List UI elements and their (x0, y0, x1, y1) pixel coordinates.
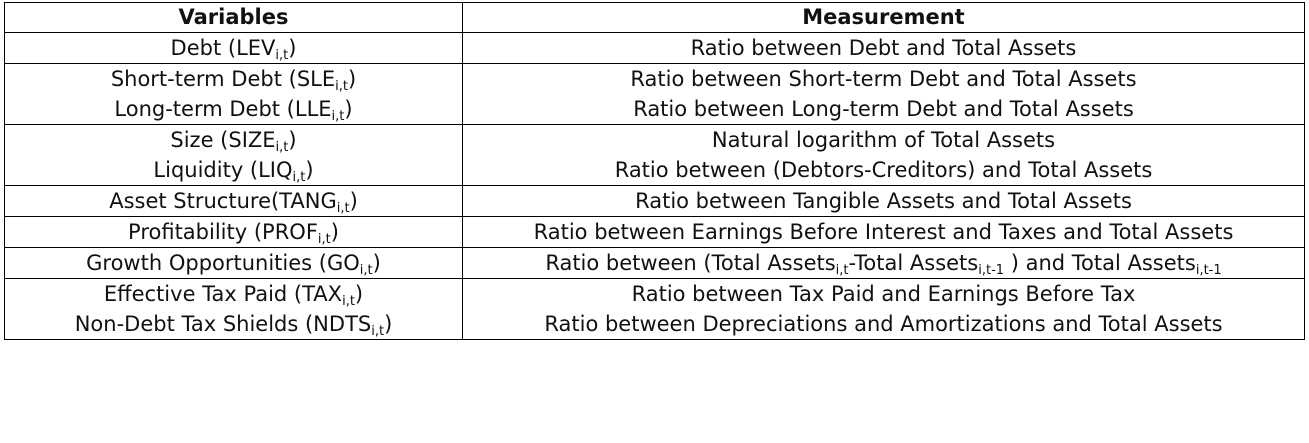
measurement-text: Ratio between Short-term Debt and Total Assets (630, 67, 1137, 91)
variable-cell (5, 64, 463, 125)
variable-subscript: i,t (336, 201, 350, 216)
variable-cell (5, 186, 463, 217)
variable-label: Debt (LEV (170, 36, 276, 60)
variable-cell (5, 248, 463, 279)
variable-label: Size (SIZE (170, 128, 276, 152)
variable-cell (5, 33, 463, 64)
measurement-text: Ratio between Debt and Total Assets (690, 36, 1077, 60)
variable-closing: ) (384, 312, 393, 336)
variable-subscript: i,t (371, 324, 385, 339)
variable-label: Liquidity (LIQ (153, 158, 293, 182)
variable-closing: ) (372, 251, 381, 275)
measurement-text (469, 248, 1298, 278)
measurement-cell (463, 279, 1305, 340)
variable-name (11, 125, 456, 155)
variable-label: Non-Debt Tax Shields (NDTS (74, 312, 372, 336)
variable-name (11, 217, 456, 247)
measurement-cell (463, 217, 1305, 248)
variable-closing: ) (330, 220, 339, 244)
variable-name (11, 94, 456, 124)
variable-subscript: i,t (275, 140, 289, 155)
variable-label: Asset Structure(TANG (109, 189, 337, 213)
variable-cell (5, 125, 463, 186)
table-body (5, 33, 1305, 340)
variable-closing: ) (349, 189, 358, 213)
measurement-cell (463, 64, 1305, 125)
variable-closing: ) (347, 67, 357, 91)
measurement-text: Ratio between (Debtors-Creditors) and Total Assets (614, 158, 1153, 182)
measurement-text: Ratio between Tax Paid and Earnings Before Tax (631, 282, 1136, 306)
measurement-text: Ratio between Long-term Debt and Total Assets (633, 97, 1134, 121)
variable-label: Short-term Debt (SLE (110, 67, 336, 91)
variable-closing: ) (288, 128, 297, 152)
measurement-cell (463, 186, 1305, 217)
variable-subscript: i,t (335, 79, 348, 94)
variable-name (11, 33, 456, 63)
variable-subscript: i,t (342, 294, 355, 309)
variable-name (11, 248, 456, 278)
variable-label: Growth Opportunities (GO (86, 251, 360, 275)
variable-label: Effective Tax Paid (TAX (103, 282, 343, 306)
variable-label: Profitability (PROF (128, 220, 318, 244)
table-row (5, 248, 1305, 279)
variable-closing: ) (354, 282, 364, 306)
table-row (5, 64, 1305, 125)
variable-cell (5, 217, 463, 248)
table-row (5, 125, 1305, 186)
measurement-fragment: -Total Assets (848, 251, 979, 275)
variable-cell (5, 279, 463, 340)
table-row (5, 279, 1305, 340)
measurement-cell (463, 33, 1305, 64)
measurement-text: Ratio between Depreciations and Amortizations and Total Assets (544, 312, 1223, 336)
table-row (5, 217, 1305, 248)
measurement-text: Natural logarithm of Total Assets (711, 128, 1056, 152)
variable-closing: ) (305, 158, 314, 182)
table-row (5, 33, 1305, 64)
measurement-text: Ratio between Tangible Assets and Total Assets (635, 189, 1132, 213)
variable-name (11, 64, 456, 94)
variable-name (11, 186, 456, 216)
measurement-subscript: i,t-1 (978, 263, 1005, 278)
header-row (5, 3, 1305, 33)
measurement-subscript: i,t-1 (1195, 263, 1222, 278)
variable-subscript: i,t (331, 109, 345, 124)
variable-subscript: i,t (359, 263, 373, 278)
table-row (5, 186, 1305, 217)
variable-name (11, 309, 456, 339)
measurement-fragment: Ratio between (Total Assets (545, 251, 836, 275)
variable-closing: ) (288, 36, 297, 60)
variable-label: Long-term Debt (LLE (114, 97, 332, 121)
measurement-cell (463, 125, 1305, 186)
variable-subscript: i,t (275, 48, 289, 63)
measurement-cell (463, 248, 1305, 279)
variable-subscript: i,t (292, 170, 306, 185)
measurement-text: Ratio between Earnings Before Interest and Taxes and Total Assets (533, 220, 1234, 244)
header-measurement: Measurement (463, 3, 1305, 33)
variable-closing: ) (344, 97, 353, 121)
variable-name (11, 279, 456, 309)
measurement-fragment: ) and Total Assets (1004, 251, 1196, 275)
variables-table (4, 2, 1305, 340)
header-variables: Variables (5, 3, 463, 33)
variable-subscript: i,t (317, 232, 331, 247)
variable-name (11, 155, 456, 185)
measurement-subscript: i,t (835, 263, 849, 278)
